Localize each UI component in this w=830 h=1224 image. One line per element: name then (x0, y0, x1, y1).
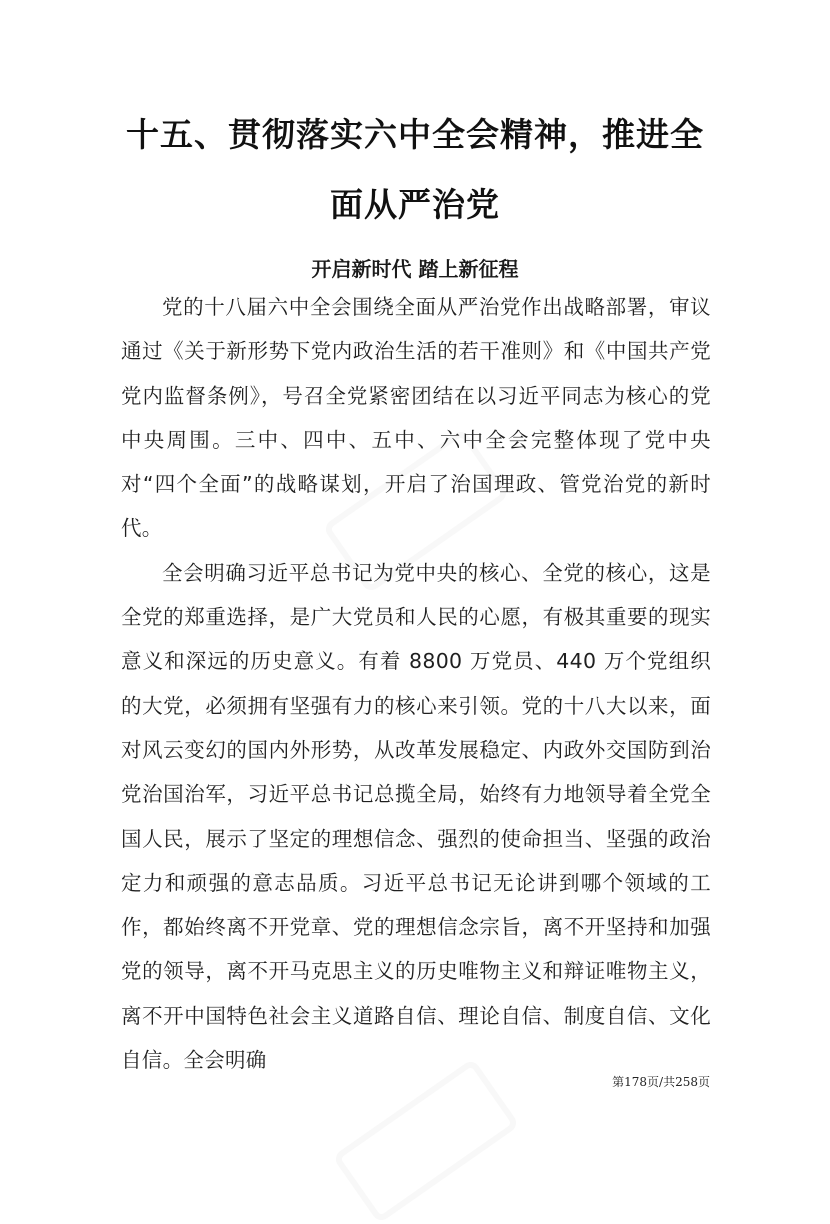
page-title: 十五、贯彻落实六中全会精神，推进全面从严治党 (126, 115, 704, 224)
section-subtitle: 开启新时代 踏上新征程 (311, 257, 519, 281)
document-body (121, 285, 711, 1082)
paragraph-2: 全会明确习近平总书记为党中央的核心、全党的核心，这是全党的郑重选择，是广大党员和人民的心愿，有极其重要的现实意义和深远的历史意义。有着 8800 万党员、440 万个党组织的大党，必须拥有坚强有力的核心来引领。党的十八大以来，面对风云变幻的国内外形势，从改革发展稳定、内政外交国防到治党治国治军，习近平总书记总揽全局，始终有力地领导着全党全国人民，展示了坚定的理想信念、强烈的使命担当、坚强的政治定力和顽强的意志品质。习近平总书记无论讲到哪个领域的工作，都始终离不开党章、党的理想信念宗旨，离不开坚持和加强党的领导，离不开马克思主义的历史唯物主义和辩证唯物主义，离不开中国特色社会主义道路自信、理论自信、制度自信、文化自信。全会明确 (121, 560, 711, 1073)
page-number: 第178页/共258页 (612, 1075, 710, 1089)
watermark-mark-lower (332, 1058, 520, 1224)
paragraph-1: 党的十八届六中全会围绕全面从严治党作出战略部署，审议通过《关于新形势下党内政治生活的若干准则》和《中国共产党党内监督条例》，号召全党紧密团结在以习近平同志为核心的党中央周围。三中、四中、五中、六中全会完整体现了党中央对“四个全面”的战略谋划，开启了治国理政、管党治党的新时代。 (121, 295, 711, 541)
